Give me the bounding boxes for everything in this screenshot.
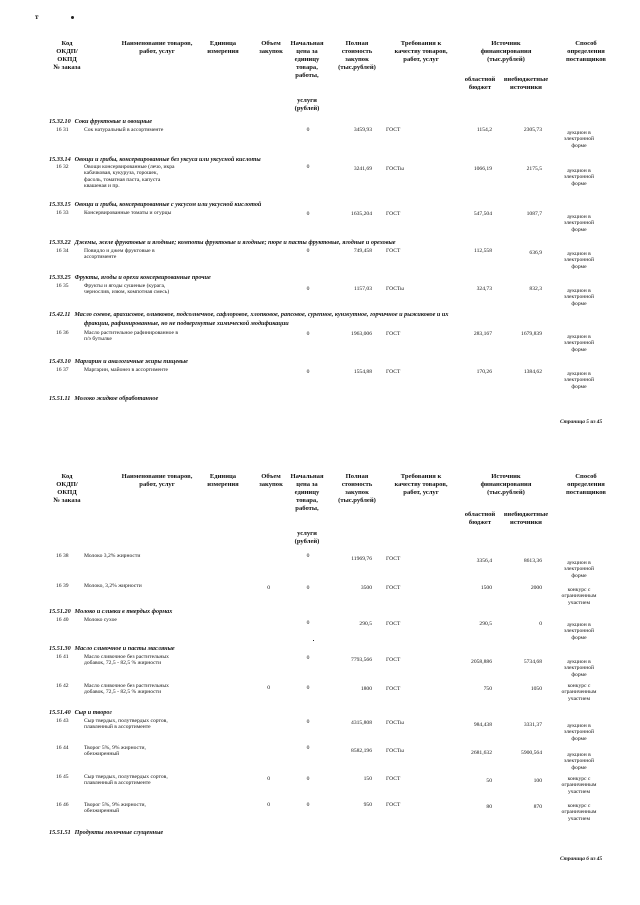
row-regional: 984,438 [473, 722, 492, 728]
group-heading: 15.33.22 Джемы, желе фруктовые и ягодные; компоты фруктовые и ягодные; пюре и пасты фруктовые, ягодные и ореховые [49, 239, 396, 246]
row-code: 16 41 [56, 654, 69, 660]
row-requirements: ГОСТ [386, 248, 401, 254]
row-code: 16 33 [56, 210, 69, 216]
row-total: 1635,204 [351, 211, 372, 217]
row-method: конкурс с ограниченным участием [561, 587, 597, 606]
row-method: аукцион в электронной форме [563, 723, 595, 742]
row-code: 16 40 [56, 617, 69, 623]
row-method: аукцион в электронной форме [563, 752, 595, 771]
group-heading: 15.51.40 Сыр и творог [49, 709, 112, 716]
row-price: 0 [306, 164, 310, 170]
row-nonbudget: 8613,36 [523, 558, 542, 564]
row-nonbudget: 3331,37 [523, 722, 542, 728]
row-price: 0 [306, 620, 310, 626]
header-source: Источник финансирования (тыс.рублей) [480, 473, 532, 496]
group-heading: 15.43.10 Маргарин и аналогичные жиры пищевые [49, 358, 188, 365]
row-code: 16 39 [56, 583, 69, 589]
header-name: Наименование товаров, работ, услуг [121, 473, 193, 488]
row-method: аукцион в электронной форме [563, 622, 595, 641]
row-requirements: ГОСТы [386, 286, 404, 292]
header-initial-price-unit: услуги (рублей) [294, 97, 320, 112]
header-regional-budget: областной бюджет [464, 76, 496, 91]
group-heading: 15.51.51 Продукты молочные сгущенные [49, 829, 164, 836]
row-method: аукцион в электронной форме [563, 288, 595, 307]
row-name: Творог 5%, 9% жирности, обезжиренный [84, 745, 146, 758]
row-nonbudget: 636,9 [529, 250, 542, 256]
row-nonbudget: 1087,7 [526, 211, 542, 217]
row-name: Сок натуральный в ассортименте [84, 127, 164, 133]
row-total: 8582,196 [351, 748, 372, 754]
row-requirements: ГОСТы [386, 720, 404, 726]
row-requirements: ГОСТ [386, 556, 401, 562]
header-unit: Единица измерения [207, 473, 239, 488]
row-code: 16 37 [56, 367, 69, 373]
row-volume: 0 [267, 585, 270, 591]
row-total: 150 [363, 776, 372, 782]
row-price: 0 [306, 553, 310, 559]
row-total: 1554,88 [353, 369, 372, 375]
header-initial-price-unit: услуги (рублей) [294, 530, 320, 545]
row-total: 950 [363, 802, 372, 808]
row-name: Повидло и джем фруктовые в ассортименте [84, 248, 155, 261]
row-price: 0 [306, 331, 310, 337]
row-name: Сыр твердых, полутвердых сортов, плавленный в ассортименте [84, 718, 168, 731]
row-nonbudget: 5734,68 [523, 659, 542, 665]
header-initial-price: Начальная цена за единицу товара, работы, [290, 40, 324, 79]
row-price: 0 [306, 745, 310, 751]
header-regional-budget: областной бюджет [464, 511, 496, 526]
row-regional: 112,558 [474, 248, 492, 254]
group-heading: 15.51.20 Молоко и сливки в твердых формах [49, 608, 173, 615]
header-total-cost: Полная стоимость закупок (тыс.рублей) [338, 40, 376, 71]
row-total: 3241,69 [353, 166, 372, 172]
row-name: Фрукты и ягоды сушеные (курага, чернослив, изюм, компотная смесь) [84, 283, 170, 296]
row-code: 16 38 [56, 553, 69, 559]
row-regional: 3356,4 [476, 558, 492, 564]
row-price: 0 [306, 655, 310, 661]
header-unit: Единица измерения [207, 40, 239, 55]
row-method: аукцион в электронной форме [563, 659, 595, 678]
row-code: 16 43 [56, 718, 69, 724]
row-total: 7793,566 [351, 657, 372, 663]
header-nonbudget: внебюджетные источники [503, 511, 549, 526]
row-regional: 324,73 [476, 286, 492, 292]
group-heading: 15.51.11 Молоко жидкое обработанное [49, 395, 159, 402]
header-requirements: Требования к качеству товаров, работ, услуг [394, 473, 448, 496]
page-number: Страница 5 из 45 [560, 419, 603, 425]
row-requirements: ГОСТ [386, 686, 401, 692]
group-heading: 15.33.14 Овощи и грибы, консервированные без уксуса или уксусной кислоты [49, 156, 261, 163]
row-regional: 290,5 [479, 621, 492, 627]
row-nonbudget: 2000 [530, 585, 542, 591]
row-method: конкурс с ограниченным участием [561, 776, 597, 795]
row-regional: 2058,886 [471, 659, 492, 665]
row-requirements: ГОСТ [386, 369, 401, 375]
row-code: 16 46 [56, 802, 69, 808]
row-regional: 1500 [480, 585, 492, 591]
row-name: Маргарин, майонез в ассортименте [84, 367, 168, 373]
row-name: Сыр твердых, полутвердых сортов, плавленный в ассортименте [84, 774, 168, 787]
header-method: Способ определения поставщиков [566, 473, 606, 496]
scan-ink-speck [313, 640, 314, 641]
row-name: Масло сливочное без растительных добавок, 72,5 - 82,5 % жирности [84, 683, 169, 696]
row-regional: 547,504 [473, 211, 492, 217]
header-code: Код ОКДП/ ОКПД № заказа [53, 473, 81, 504]
row-nonbudget: 0 [539, 621, 542, 627]
row-requirements: ГОСТ [386, 776, 401, 782]
row-method: конкурс с ограниченным участием [561, 803, 597, 822]
group-heading-continuation: фракции, рафинированные, но не подвергнутые химической модификации [84, 320, 289, 327]
row-method: аукцион в электронной форме [563, 251, 595, 270]
row-requirements: ГОСТ [386, 657, 401, 663]
row-name: Творог 5%, 9% жирности, обезжиренный [84, 802, 146, 815]
row-method: аукцион в электронной форме [563, 334, 595, 353]
row-code: 16 45 [56, 774, 69, 780]
row-code: 16 31 [56, 127, 69, 133]
header-name: Наименование товаров, работ, услуг [121, 40, 193, 55]
row-price: 0 [306, 585, 310, 591]
row-total: 1157,03 [354, 286, 372, 292]
row-requirements: ГОСТы [386, 748, 404, 754]
row-requirements: ГОСТ [386, 802, 401, 808]
row-price: 0 [306, 802, 310, 808]
row-nonbudget: 100 [533, 778, 542, 784]
row-total: 3500 [360, 585, 372, 591]
header-requirements: Требования к качеству товаров, работ, услуг [394, 40, 448, 63]
row-method: аукцион в электронной форме [563, 130, 595, 149]
row-name: Молоко, 3,2% жирности [84, 583, 142, 589]
row-nonbudget: 2175,5 [526, 166, 542, 172]
scan-ink-speck [71, 16, 74, 19]
row-method: аукцион в электронной форме [563, 560, 595, 579]
row-requirements: ГОСТы [386, 166, 404, 172]
row-name: Масло растительное рафинированное в п/э бутылке [84, 330, 179, 343]
row-price: 0 [306, 719, 310, 725]
row-volume: 0 [267, 685, 270, 691]
row-code: 16 35 [56, 283, 69, 289]
row-method: аукцион в электронной форме [563, 371, 595, 390]
row-code: 16 32 [56, 164, 69, 170]
page-number: Страница 6 из 45 [560, 856, 603, 862]
row-total: 11969,76 [351, 556, 372, 562]
row-regional: 1066,19 [473, 166, 492, 172]
row-name: Овощи консервированные (лечо, икра кабачковая, кукуруза, горошек, фасоль, томатная паста, капуста квашеная и пр. [84, 164, 175, 190]
row-price: 0 [306, 286, 310, 292]
row-name: Масло сливочное без растительных добавок, 72,5 - 82,5 % жирности [84, 654, 169, 667]
group-heading: 15.32.10 Соки фруктовые и овощные [49, 118, 152, 125]
group-heading: 15.33.15 Овощи и грибы, консервированные с уксусом или уксусной кислотой [49, 201, 262, 208]
row-method: конкурс с ограниченным участием [561, 683, 597, 702]
row-regional: 80 [486, 804, 492, 810]
row-nonbudget: 1679,839 [521, 331, 542, 337]
row-nonbudget: 2305,73 [523, 127, 542, 133]
header-volume: Объем закупок [259, 40, 283, 55]
row-total: 1963,006 [351, 331, 372, 337]
row-code: 16 36 [56, 330, 69, 336]
row-price: 0 [306, 211, 310, 217]
row-requirements: ГОСТ [386, 621, 401, 627]
row-total: 749,458 [353, 248, 372, 254]
row-method: аукцион в электронной форме [563, 168, 595, 187]
row-regional: 50 [486, 778, 492, 784]
row-nonbudget: 1050 [530, 686, 542, 692]
row-nonbudget: 1384,62 [523, 369, 542, 375]
row-regional: 750 [483, 686, 492, 692]
row-price: 0 [306, 776, 310, 782]
row-price: 0 [306, 127, 310, 133]
header-method: Способ определения поставщиков [566, 40, 606, 63]
row-name: Консервированные томаты и огурцы [84, 210, 172, 216]
row-requirements: ГОСТ [386, 211, 401, 217]
row-total: 4315,808 [351, 720, 372, 726]
row-total: 3459,93 [353, 127, 372, 133]
row-nonbudget: 5900,564 [521, 750, 542, 756]
row-nonbudget: 832,3 [529, 286, 542, 292]
group-heading: 15.42.11 Масло соевое, арахисовое, оливковое, подсолнечное, сафлоровое, хлопковое, рапсовое, сурепное, кунжутное, горчичное и рыжиковое и их [49, 311, 449, 318]
row-nonbudget: 870 [533, 804, 542, 810]
row-regional: 1154,2 [476, 127, 492, 133]
row-price: 0 [306, 369, 310, 375]
group-heading: 15.51.30 Масло сливочное и пасты масляные [49, 645, 175, 652]
row-total: 290,5 [359, 621, 372, 627]
row-code: 16 42 [56, 683, 69, 689]
header-total-cost: Полная стоимость закупок (тыс.рублей) [338, 473, 376, 504]
scan-tick-mark: т [35, 13, 39, 21]
row-requirements: ГОСТ [386, 127, 401, 133]
row-price: 0 [306, 248, 310, 254]
row-volume: 0 [267, 776, 270, 782]
row-price: 0 [306, 685, 310, 691]
row-name: Молоко 3,2% жирности [84, 553, 141, 559]
row-volume: 0 [267, 802, 270, 808]
row-total: 1800 [360, 686, 372, 692]
header-volume: Объем закупок [259, 473, 283, 488]
header-initial-price: Начальная цена за единицу товара, работы, [290, 473, 324, 512]
header-nonbudget: внебюджетные источники [503, 76, 549, 91]
row-regional: 2681,632 [471, 750, 492, 756]
row-regional: 170,26 [476, 369, 492, 375]
row-code: 16 34 [56, 248, 69, 254]
row-name: Молоко сухое [84, 617, 117, 623]
row-code: 16 44 [56, 745, 69, 751]
row-requirements: ГОСТ [386, 585, 401, 591]
header-code: Код ОКДП/ ОКПД № заказа [53, 40, 81, 71]
row-method: аукцион в электронной форме [563, 214, 595, 233]
header-source: Источник финансирования (тыс.рублей) [480, 40, 532, 63]
group-heading: 15.33.25 Фрукты, ягоды и орехи консервированные прочие [49, 274, 211, 281]
row-regional: 283,167 [473, 331, 492, 337]
row-requirements: ГОСТ [386, 331, 401, 337]
